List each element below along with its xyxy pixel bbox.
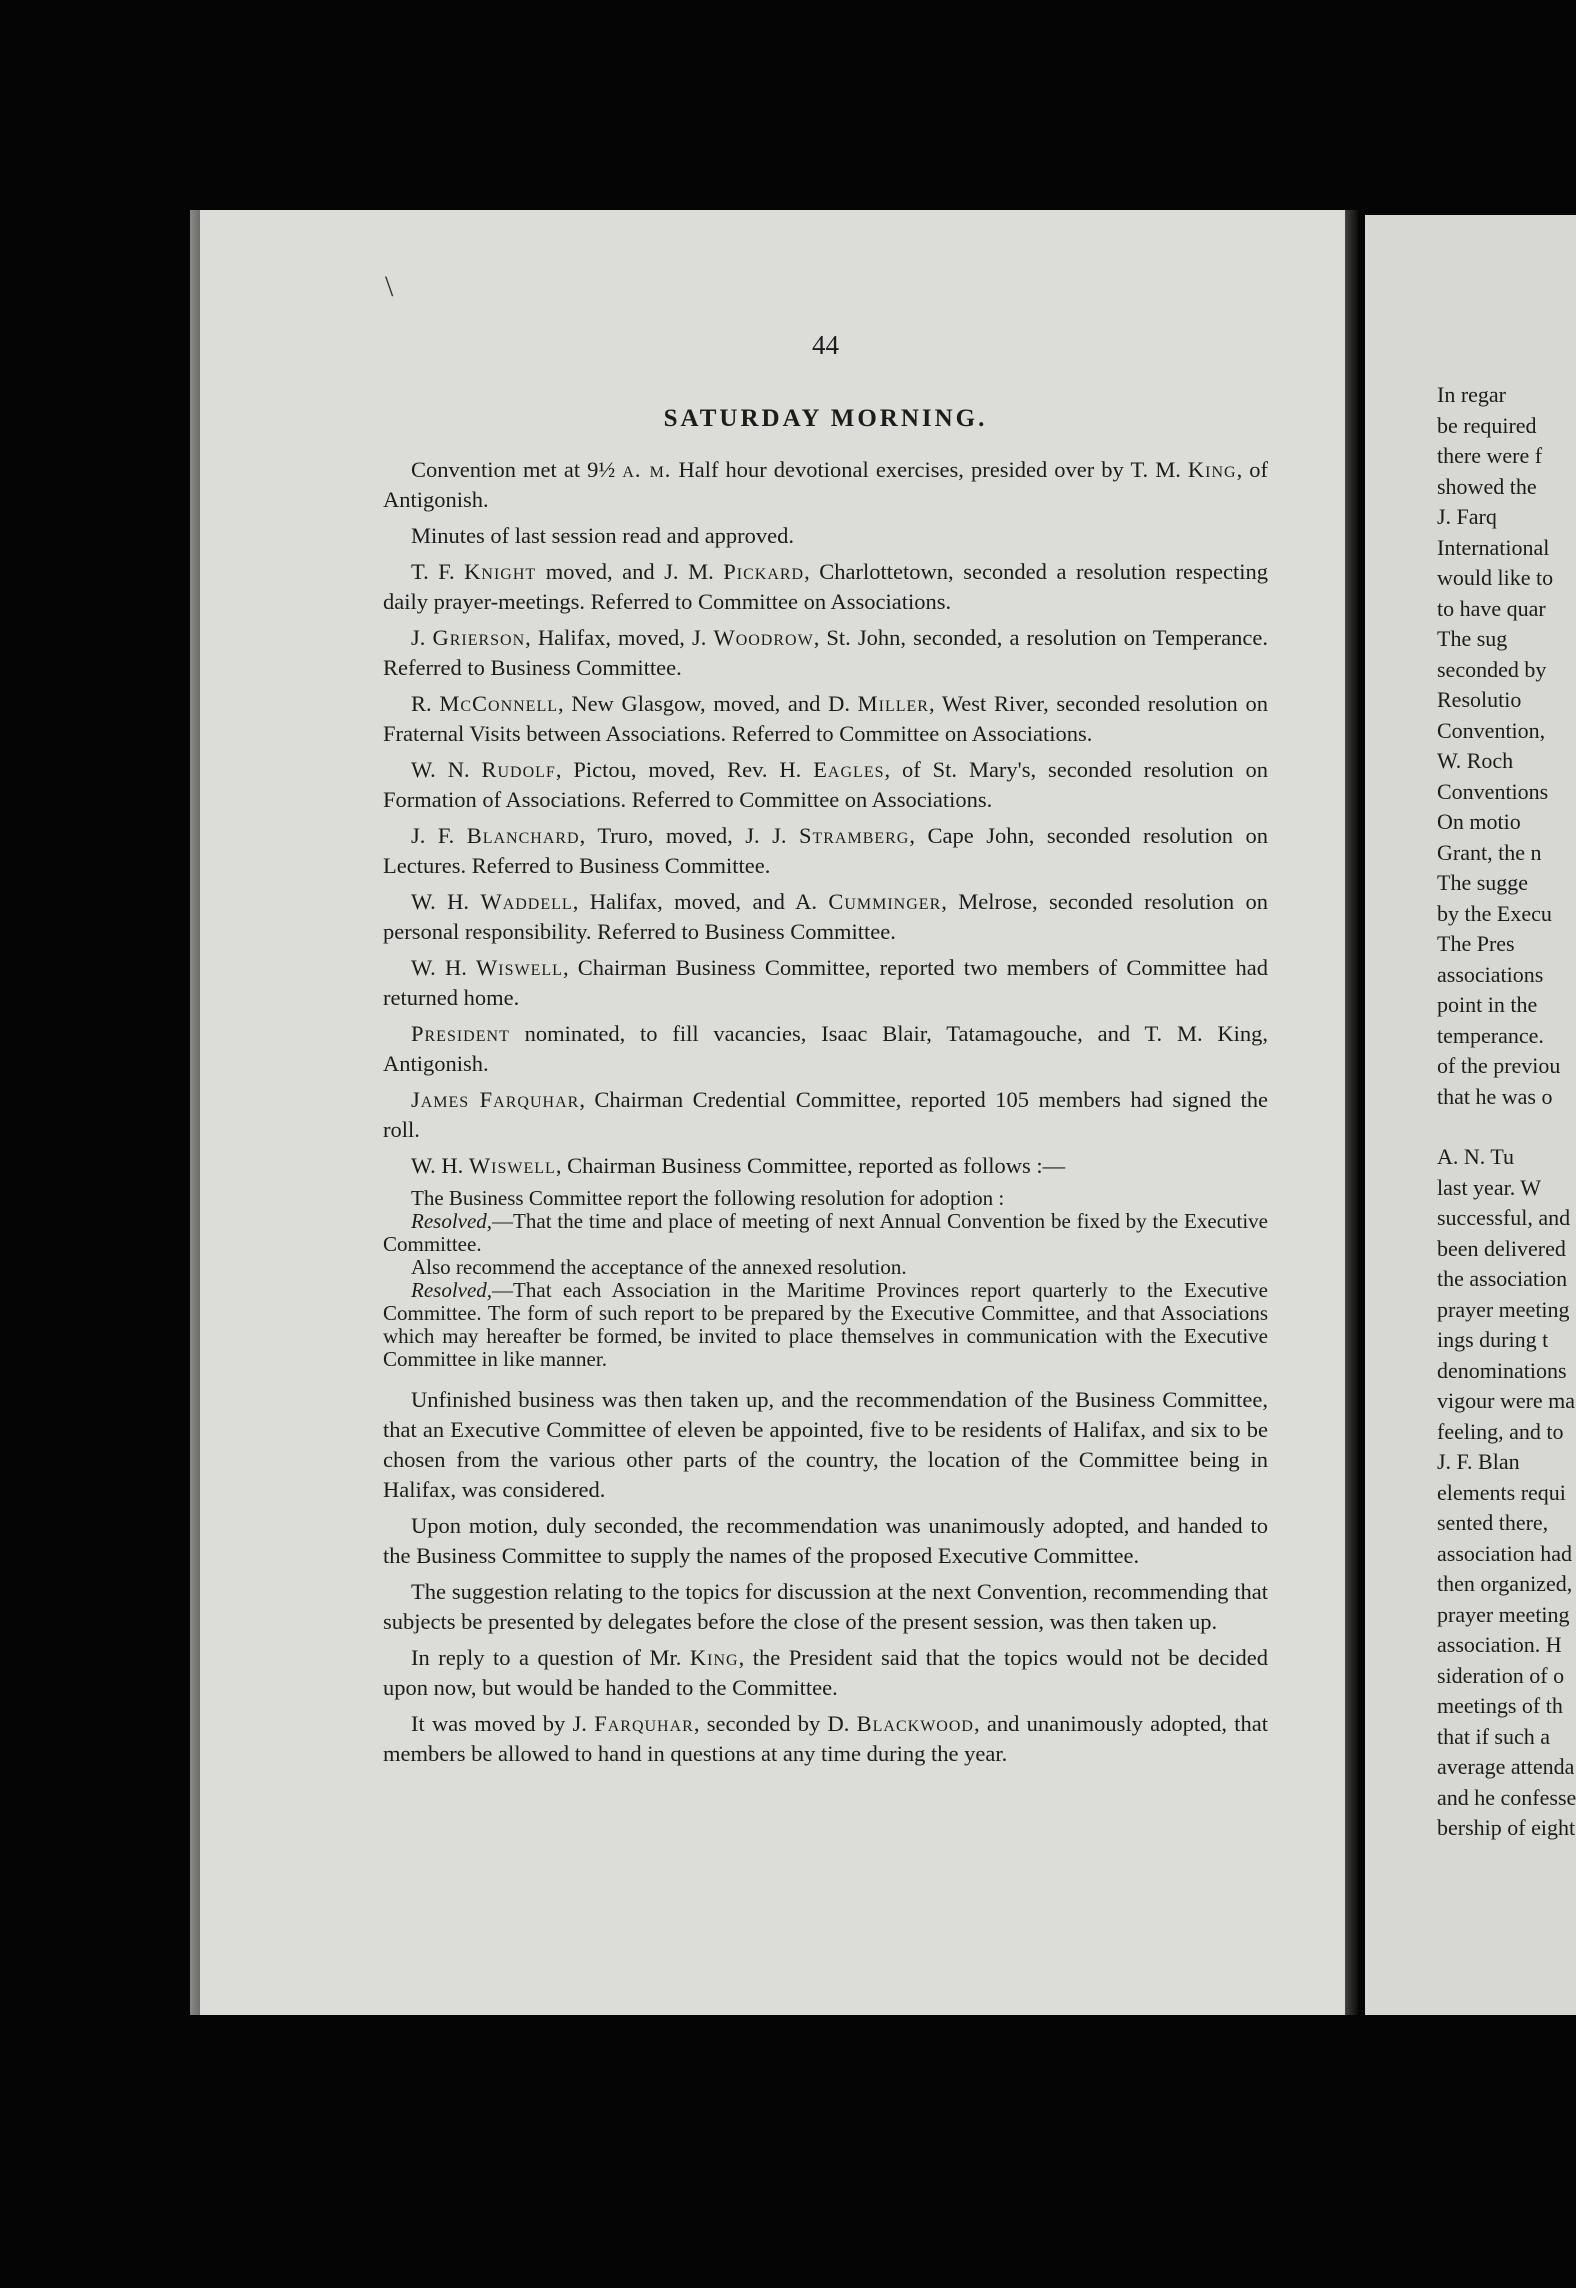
facing-page-line: Resolutio bbox=[1437, 687, 1522, 712]
minutes-entry bbox=[383, 557, 1268, 617]
text-run: W. H. bbox=[411, 955, 477, 980]
report-line bbox=[383, 1279, 1268, 1371]
minutes-entry bbox=[383, 1709, 1268, 1769]
facing-page-line: A. N. Tu bbox=[1437, 1144, 1515, 1169]
text-run: R. bbox=[411, 691, 440, 716]
report-line bbox=[383, 1256, 1268, 1279]
facing-page-line: been delivered bbox=[1437, 1235, 1566, 1261]
text-run: King bbox=[689, 1645, 739, 1670]
facing-page-line: J. Farq bbox=[1437, 504, 1497, 529]
minutes-entry bbox=[383, 623, 1268, 683]
text-run: Minutes of last session read and approved. bbox=[411, 523, 795, 548]
text-run: , Pictou, moved, Rev. H. bbox=[555, 757, 814, 782]
facing-page-line: feeling, and to bbox=[1437, 1418, 1564, 1444]
facing-page-line: association had bbox=[1437, 1540, 1573, 1566]
facing-page-line: In regar bbox=[1437, 382, 1507, 407]
text-run: —That the time and place of meeting of next Annual Convention be fixed by the Executive Committee. bbox=[383, 1209, 1268, 1256]
facing-page-line: vigour were ma bbox=[1437, 1388, 1576, 1413]
facing-page-line: meetings of th bbox=[1437, 1693, 1563, 1718]
text-run: McConnell bbox=[439, 691, 558, 716]
text-run: W. H. bbox=[411, 889, 481, 914]
facing-page-line: prayer meeting bbox=[1437, 1296, 1570, 1322]
minutes-entry bbox=[383, 1643, 1268, 1703]
facing-page-line: The sugge bbox=[1437, 870, 1529, 895]
text-run: Unfinished business was then taken up, and the recommendation of the Business Committee, that an Executive Committee of eleven be appointed, five to be residents of Halifax, and six to be chosen from the various other parts of the country, the location of the Committee being in Halifax, was considered. bbox=[383, 1387, 1268, 1502]
minutes-entry bbox=[383, 953, 1268, 1013]
facing-page-line: seconded by bbox=[1437, 656, 1547, 682]
text-run: The Business Committee report the following resolution for adoption : bbox=[411, 1186, 1005, 1210]
text-run: James Farquhar bbox=[411, 1087, 580, 1112]
text-run: The suggestion relating to the topics for discussion at the next Convention, recommending that subjects be presented by delegates before the close of the present session, was then taken up. bbox=[383, 1579, 1268, 1634]
text-run: Stramberg bbox=[798, 823, 910, 848]
text-run: Convention met at 9½ bbox=[411, 457, 623, 482]
facing-page-line: elements requi bbox=[1437, 1479, 1566, 1505]
facing-page-line: temperance. bbox=[1437, 1022, 1544, 1048]
facing-page-line: of the previou bbox=[1437, 1053, 1561, 1078]
text-run: Half hour devotional exercises, presided over by T. M. bbox=[671, 457, 1188, 482]
report-line bbox=[383, 1210, 1268, 1256]
facing-page-line: Convention, bbox=[1437, 717, 1546, 743]
text-run: J. F. bbox=[411, 823, 467, 848]
text-run: moved, and J. M. bbox=[536, 559, 724, 584]
facing-page-line: be required bbox=[1437, 412, 1537, 438]
section-title: SATURDAY MORNING. bbox=[663, 405, 988, 432]
minutes-entry bbox=[383, 689, 1268, 749]
minutes-paragraphs-continued bbox=[383, 1385, 1268, 1769]
facing-page-line: that if such a bbox=[1437, 1723, 1551, 1749]
facing-page-line: Grant, the n bbox=[1437, 839, 1542, 865]
minutes-entry bbox=[383, 1385, 1268, 1505]
text-run: President bbox=[411, 1021, 510, 1046]
left-page bbox=[200, 210, 1345, 2015]
text-run: Resolved, bbox=[411, 1209, 493, 1233]
facing-page-line: The Pres bbox=[1437, 931, 1515, 956]
facing-page-line: would like to bbox=[1437, 565, 1554, 590]
facing-page-lines bbox=[1437, 380, 1576, 1844]
text-run: Wiswell bbox=[468, 1153, 556, 1178]
stray-mark: \ bbox=[385, 270, 394, 303]
facing-page-line: showed the bbox=[1437, 473, 1537, 499]
facing-page-fragment bbox=[1365, 215, 1576, 2015]
text-run: Resolved, bbox=[411, 1278, 493, 1302]
facing-page-line: sented there, bbox=[1437, 1510, 1549, 1535]
facing-page-line: that he was o bbox=[1437, 1083, 1553, 1109]
facing-page-line: the association bbox=[1437, 1266, 1568, 1291]
facing-page-line: last year. W bbox=[1437, 1174, 1542, 1200]
text-run: , Truro, moved, J. J. bbox=[579, 823, 799, 848]
text-run: , Chairman Credential Committee, reported 105 members had signed the roll. bbox=[383, 1087, 1269, 1142]
facing-page-line: associations bbox=[1437, 961, 1544, 987]
facing-page-line: successful, and bbox=[1437, 1205, 1571, 1230]
facing-page-line: denominations bbox=[1437, 1357, 1567, 1383]
text-run: , of Antigonish. bbox=[383, 457, 1269, 512]
facing-page-line: by the Execu bbox=[1437, 900, 1552, 926]
facing-page-line: association. H bbox=[1437, 1632, 1562, 1657]
minutes-entry bbox=[383, 1151, 1268, 1181]
text-run: nominated, to fill vacancies, Isaac Blair, Tatamagouche, and T. M. King, Antigonish. bbox=[383, 1021, 1268, 1076]
text-run: W. N. bbox=[411, 757, 482, 782]
facing-page-line: there were f bbox=[1437, 443, 1543, 468]
text-run: It was moved by J. bbox=[411, 1711, 595, 1736]
text-run: , Halifax, moved, J. bbox=[525, 625, 714, 650]
text-run: Upon motion, duly seconded, the recommendation was unanimously adopted, and handed to the Business Committee to supply the names of the proposed Executive Committee. bbox=[383, 1513, 1268, 1568]
minutes-entry bbox=[383, 455, 1268, 515]
facing-page-line: bership of eight bbox=[1437, 1815, 1576, 1840]
text-run: Miller bbox=[857, 691, 929, 716]
facing-page-line: Conventions bbox=[1437, 778, 1549, 804]
facing-page-line: ings during t bbox=[1437, 1327, 1549, 1352]
report-line bbox=[383, 1187, 1268, 1210]
text-run: , Cape John, seconded resolution on Lectures. Referred to Business Committee. bbox=[383, 823, 1268, 878]
text-run: Grierson bbox=[432, 625, 526, 650]
text-run: Eagles bbox=[813, 757, 885, 782]
text-run: Wiswell bbox=[476, 955, 563, 980]
text-run: W. H. bbox=[411, 1153, 469, 1178]
minutes-entry bbox=[383, 1019, 1268, 1079]
text-run: Waddell bbox=[480, 889, 573, 914]
page-content bbox=[383, 330, 1268, 1775]
text-run: , Halifax, moved, and A. bbox=[572, 889, 829, 914]
text-run: , the President said that the topics would not be decided upon now, but would be handed to the Committee. bbox=[383, 1645, 1268, 1700]
facing-page-line: W. Roch bbox=[1437, 748, 1514, 773]
text-run: Blanchard bbox=[466, 823, 580, 848]
text-run: In reply to a question of Mr. bbox=[411, 1645, 690, 1670]
text-run: T. F. bbox=[411, 559, 465, 584]
facing-page-line: and he confesse bbox=[1437, 1784, 1576, 1810]
text-run: Knight bbox=[464, 559, 537, 584]
text-run: , Melrose, seconded resolution on personal responsibility. Referred to Business Committee. bbox=[383, 889, 1268, 944]
facing-page-line: then organized, bbox=[1437, 1571, 1573, 1596]
facing-page-line: J. F. Blan bbox=[1437, 1449, 1520, 1474]
page-number: 44 bbox=[812, 330, 839, 360]
minutes-entry bbox=[383, 1511, 1268, 1571]
text-run: , Chairman Business Committee, reported as follows :— bbox=[555, 1153, 1066, 1178]
facing-page-line: prayer meeting bbox=[1437, 1601, 1570, 1627]
business-committee-report bbox=[383, 1187, 1268, 1371]
minutes-paragraphs bbox=[383, 455, 1268, 1181]
text-run: , Charlottetown, seconded a resolution respecting daily prayer-meetings. Referred to Committee on Associations. bbox=[383, 559, 1268, 614]
text-run: King bbox=[1187, 457, 1237, 482]
text-run: Farquhar bbox=[594, 1711, 694, 1736]
minutes-entry bbox=[383, 821, 1268, 881]
text-run: , West River, seconded resolution on Fraternal Visits between Associations. Referred to Committee on Associations. bbox=[383, 691, 1268, 746]
facing-page-line: average attenda bbox=[1437, 1754, 1575, 1779]
minutes-entry bbox=[383, 521, 1268, 551]
facing-page-line: sideration of o bbox=[1437, 1662, 1565, 1688]
text-run: , St. John, seconded, a resolution on Temperance. Referred to Business Committee. bbox=[383, 625, 1269, 680]
text-run: , seconded by D. bbox=[693, 1711, 857, 1736]
minutes-entry bbox=[383, 755, 1268, 815]
facing-page-line: On motio bbox=[1437, 809, 1521, 834]
text-run: Also recommend the acceptance of the annexed resolution. bbox=[411, 1255, 907, 1279]
text-run: , of St. Mary's, seconded resolution on Formation of Associations. Referred to Committee on Associations. bbox=[383, 757, 1268, 812]
minutes-entry bbox=[383, 1577, 1268, 1637]
text-run: J. bbox=[411, 625, 433, 650]
text-run: Pickard bbox=[723, 559, 805, 584]
text-run: —That each Association in the Maritime Provinces report quarterly to the Executive Committee. The form of such report to be prepared by the Executive Committee, and that Associations which may hereafter be formed, be invited to place themselves in communication with the Executive Committee in like manner. bbox=[383, 1278, 1268, 1371]
text-run: a. m. bbox=[622, 457, 672, 482]
text-run: Woodrow bbox=[713, 625, 814, 650]
facing-page-line: International bbox=[1437, 534, 1550, 560]
text-run: , and unanimously adopted, that members be allowed to hand in questions at any time during the year. bbox=[383, 1711, 1268, 1766]
text-run: Rudolf bbox=[481, 757, 556, 782]
text-run: Cumminger bbox=[828, 889, 942, 914]
minutes-entry bbox=[383, 887, 1268, 947]
text-run: Blackwood bbox=[856, 1711, 974, 1736]
facing-page-line: to have quar bbox=[1437, 595, 1546, 621]
text-run: , New Glasgow, moved, and D. bbox=[558, 691, 858, 716]
facing-page-line: The sug bbox=[1437, 626, 1508, 651]
facing-page-line: point in the bbox=[1437, 992, 1538, 1017]
minutes-entry bbox=[383, 1085, 1268, 1145]
text-run: , Chairman Business Committee, reported two members of Committee had returned home. bbox=[383, 955, 1268, 1010]
